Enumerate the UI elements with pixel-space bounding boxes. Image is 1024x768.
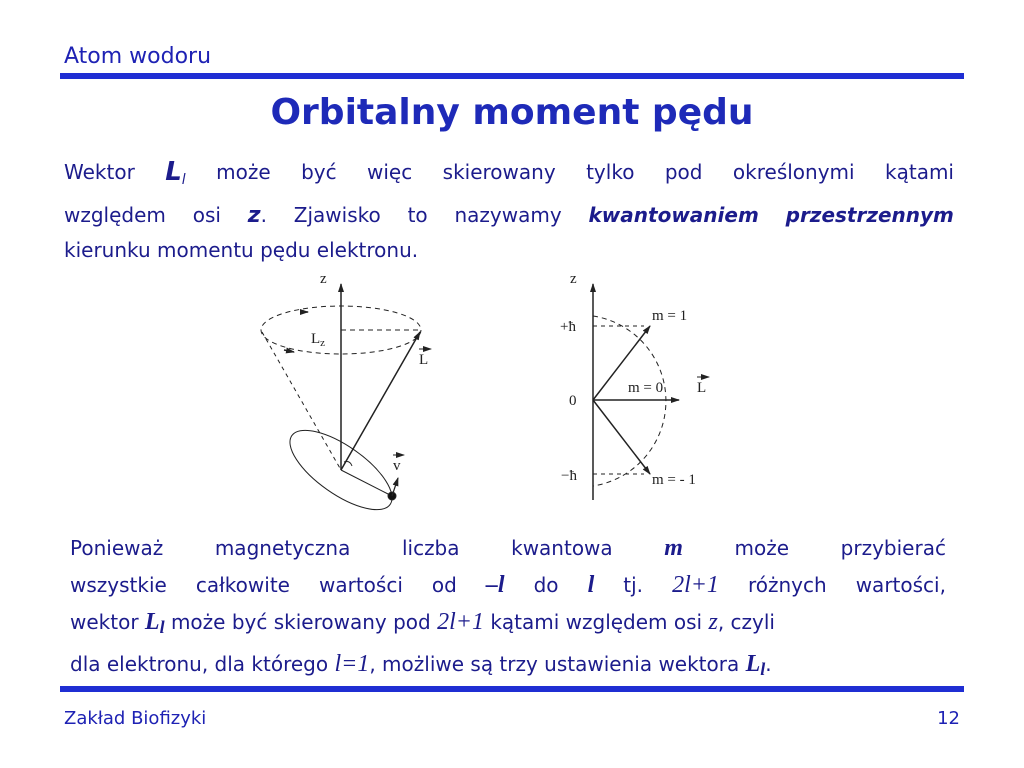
semicircle [593,316,666,486]
bottom-divider [60,686,964,692]
word: Wektor [64,160,135,184]
word: kątami [885,160,954,184]
word: tylko [586,160,635,184]
z-label: z [570,271,577,287]
m0-label: m = 0 [628,380,664,396]
axis-z-symbol: z [708,609,718,635]
formula-2l-plus-1: 2l+1 [672,572,719,598]
slide-title: Orbitalny moment pędu [270,92,754,133]
word: osi [192,203,221,227]
word: tj. [623,573,644,597]
zero-label: 0 [569,393,577,409]
formula-2l-plus-1: 2l+1 [437,609,484,635]
explanation-line-3: wektor Ll może być skierowany pod 2l+1 kątami względem osi z, czyli [70,609,775,637]
word: od [431,573,457,597]
emphasis-word: kwantowaniem [588,203,759,227]
orbit-radius [341,470,392,496]
vector-L-symbol: $L_l$ [165,157,186,188]
circle-direction-arrow [284,350,294,352]
word: przybierać [840,536,946,560]
word: kwantowa [511,536,613,560]
word: różnych [747,573,827,597]
explanation-paragraph [70,530,946,688]
word: więc [367,160,413,184]
m1-label: m = 1 [652,308,688,324]
word: Ponieważ [70,536,164,560]
word: magnetyczna [214,536,351,560]
vector-m-1 [593,400,650,474]
section-title: Atom wodoru [64,44,212,69]
lz-label: $L_z$ [311,331,326,349]
word: względem [64,203,166,227]
l-symbol: l [587,572,595,598]
word: nazywamy [454,203,562,227]
word: skierowany [442,160,556,184]
footer-department: Zakład Biofizyki [64,708,207,729]
intro-line-3: kierunku momentu pędu elektronu. [64,238,419,262]
plus-h-label: +ħ [560,319,576,335]
word: może [216,160,271,184]
formula-l-equals-1: l=1 [334,651,370,677]
minus-l-symbol: –l [485,572,505,598]
l-label: L [419,352,429,368]
word: wartości [319,573,403,597]
word: wartości, [855,573,946,597]
word: do [533,573,559,597]
explanation-line-2 [70,567,946,604]
minus-h-label: −ħ [561,468,577,484]
explanation-line-4: dla elektronu, dla którego l=1, możliwe są trzy ustawienia wektora Ll. [70,651,772,679]
word: całkowite [195,573,290,597]
word: pod [664,160,703,184]
emphasis-word: przestrzennym [785,203,954,227]
word: być [301,160,337,184]
word: liczba [401,536,460,560]
precession-diagram [261,284,421,524]
word: może [734,536,790,560]
z-label: z [320,271,327,287]
word: Zjawisko [293,203,381,227]
v-label: v [393,458,401,474]
word: to [407,203,428,227]
word: określonymi [732,160,855,184]
m-symbol: m [664,535,683,561]
vector-L-symbol: Ll [745,651,766,679]
cone-edge [262,332,341,470]
page-number: 12 [937,708,960,729]
explanation-line-1 [70,530,946,567]
vector-L-symbol: Ll [144,609,165,637]
axis-z-symbol: z. [247,203,267,228]
word: wszystkie [70,573,167,597]
l-label: L [697,380,707,396]
m-1-label: m = - 1 [652,472,696,488]
